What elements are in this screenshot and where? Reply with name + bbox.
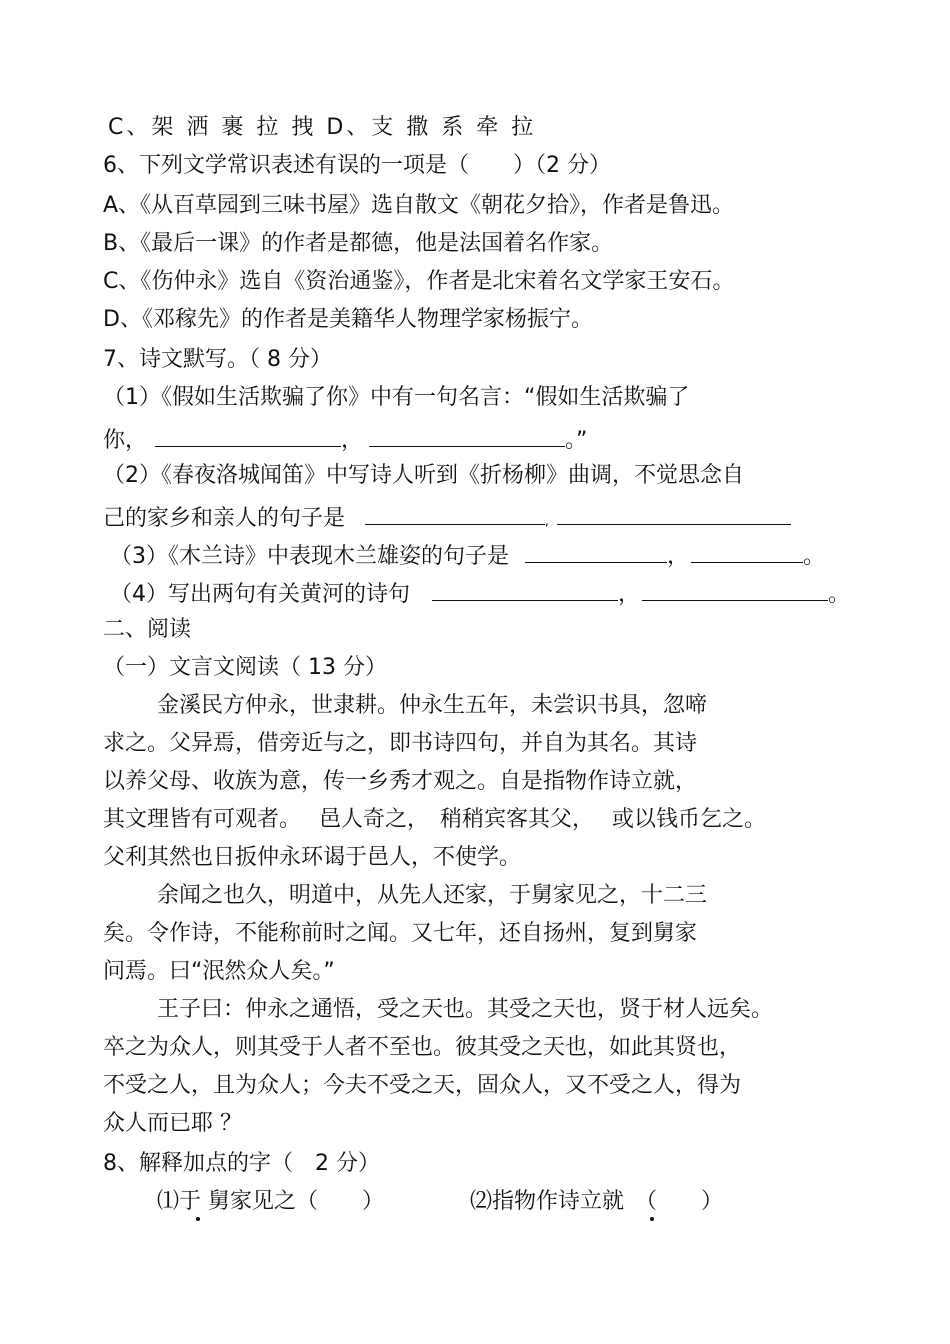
- passage-p3-line-1: 王子曰：仲永之通悟，受之天也。其受之天也，贤于材人远矣。: [157, 997, 774, 1022]
- passage-p2-line-1: 余闻之也久，明道中，从先人还家，于舅家见之，十二三: [157, 883, 708, 908]
- q6-option-a: A、《从百草园到三味书屋》选自散文《朝花夕拾》，作者是鲁迅。: [103, 193, 735, 218]
- q7-2-line-a: （2）《春夜洛城闻笛》中写诗人听到《折杨柳》曲调，不觉思念自: [103, 463, 744, 488]
- section-2-title: 二、阅读: [103, 617, 192, 642]
- q6-option-b: B、《最后一课》的作者是都德，他是法国着名作家。: [103, 231, 614, 256]
- q7-3-prefix: （3）《木兰诗》中表现木兰雄姿的句子是: [110, 544, 509, 569]
- passage-p2-line-2: 矣。令作诗，不能称前时之闻。又七年，还自扬州，复到舅家: [103, 921, 698, 946]
- section-2-1-title: （一）文言文阅读（ 13 分）: [103, 655, 387, 680]
- q7-1-end: 。”: [565, 428, 588, 453]
- passage-p1-line-1: 金溪民方仲永，世隶耕。仲永生五年，未尝识书具，忽啼: [157, 693, 708, 718]
- q7-2-line-b: [103, 502, 791, 535]
- q5-options-cd: C、架 洒 裹 拉 拽 D、支 撒 系 牵 拉: [108, 115, 537, 140]
- q8-item-1: ⑴于 舅家见之（ ）: [157, 1189, 384, 1214]
- q7-1-line-b: [103, 424, 587, 455]
- q7-1-blank-2[interactable]: [369, 424, 565, 447]
- q7-stem: 7、诗文默写。（ 8 分）: [103, 347, 332, 372]
- q7-4-comma: ，: [618, 582, 641, 607]
- emphasis-dot-yu: [196, 1217, 200, 1221]
- q7-4-blank-2[interactable]: [642, 578, 828, 601]
- q7-1-line-a: （1）《假如生活欺骗了你》中有一句名言：“假如生活欺骗了: [103, 385, 690, 410]
- q7-2-prefix: 己的家乡和亲人的句子是: [103, 506, 346, 531]
- emphasis-dot-jiu: [650, 1217, 654, 1221]
- passage-p1-line-3: 以养父母、收族为意，传一乡秀才观之。自是指物作诗立就，: [103, 769, 698, 794]
- q7-4-end: 。: [828, 582, 851, 607]
- q7-1-prefix: 你，: [103, 428, 148, 453]
- q7-4-prefix: （4）写出两句有关黄河的诗句: [110, 582, 410, 607]
- q7-2-blank-2[interactable]: [557, 502, 791, 525]
- q8-item-2: ⑵指物作诗立就 （ ）: [470, 1189, 724, 1214]
- q7-3-blank-2[interactable]: [691, 540, 803, 563]
- q7-3-line: [110, 540, 825, 571]
- q6-stem: 6、下列文学常识表述有误的一项是（ ）（2 分）: [103, 153, 611, 178]
- q8-stem: 8、解释加点的字（ 2 分）: [103, 1151, 380, 1176]
- q6-option-c: C、《伤仲永》选自《资治通鉴》，作者是北宋着名文学家王安石。: [103, 269, 735, 294]
- q7-2-comma: ,: [545, 514, 549, 528]
- q6-option-d: D、《邓稼先》的作者是美籍华人物理学家杨振宁。: [103, 307, 593, 332]
- q7-1-blank-1[interactable]: [155, 424, 341, 447]
- passage-p3-line-4: 众人而已耶 ？: [103, 1111, 242, 1136]
- q7-3-end: 。: [803, 544, 826, 569]
- q7-4-blank-1[interactable]: [432, 578, 618, 601]
- passage-p3-line-2: 卒之为众人，则其受于人者不至也。彼其受之天也，如此其贤也，: [103, 1035, 742, 1060]
- passage-p3-line-3: 不受之人，且为众人；今夫不受之天，固众人，又不受之人，得为: [103, 1073, 742, 1098]
- q7-4-line: [110, 578, 850, 609]
- q7-1-comma: ，: [341, 428, 364, 453]
- q7-2-blank-1[interactable]: [365, 502, 545, 525]
- q7-3-comma: ，: [667, 544, 690, 569]
- passage-p1-line-2: 求之。父异焉，借旁近与之，即书诗四句，并自为其名。其诗: [103, 731, 698, 756]
- q7-3-blank-1[interactable]: [525, 540, 667, 563]
- passage-p1-line-4: 其文理皆有可观者。 邑人奇之， 稍稍宾客其父， 或以钱币乞之。: [103, 807, 766, 832]
- passage-p1-line-5: 父利其然也日扳仲永环谒于邑人，不使学。: [103, 845, 522, 870]
- passage-p2-line-3: 问焉。曰“泯然众人矣。”: [103, 959, 335, 984]
